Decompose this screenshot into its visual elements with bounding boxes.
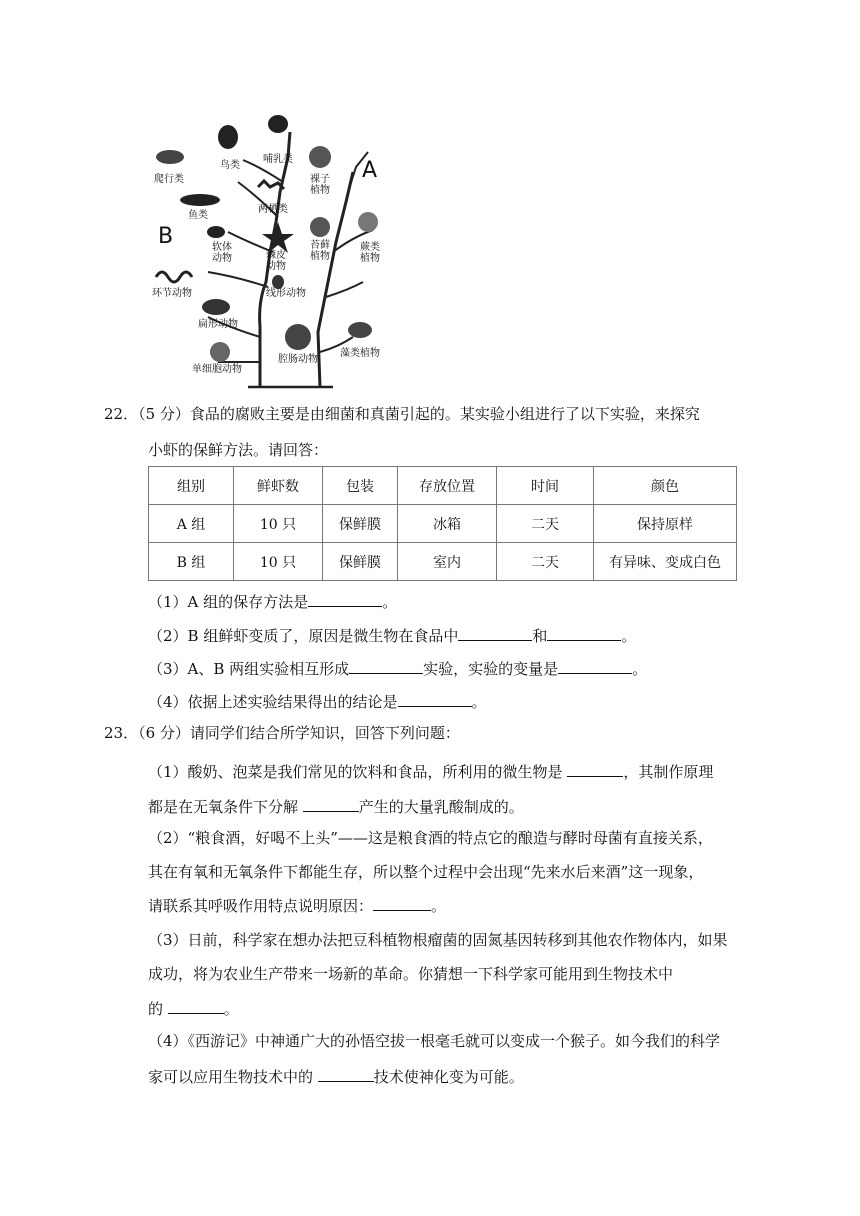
q22-sub3-text: （3）A、B 两组实验相互形成 — [148, 660, 350, 678]
answer-blank[interactable] — [558, 657, 632, 674]
table-cell: 冰箱 — [398, 505, 497, 543]
table-cell: 10 只 — [234, 543, 323, 581]
q23-s2-text3-end: 。 — [431, 897, 447, 915]
q23-s3-line2: 成功，将为农业生产带来一场新的革命。你猜想一下科学家可能用到生物技术中 — [148, 965, 674, 983]
experiment-table — [148, 466, 737, 581]
q22-sub4-text: （4）依据上述实验结果得出的结论是 — [148, 693, 398, 711]
q23-s2-line1: （2）“粮食酒，好喝不上头”——这是粮食酒的特点它的酿造与酵时母菌有直接关系， — [148, 829, 713, 847]
q22-sub2 — [148, 624, 636, 646]
q22-stem-line2: 小虾的保鲜方法。请回答： — [148, 441, 329, 459]
q22-sub2-end: 。 — [621, 627, 637, 645]
q22-sub2-text: （2）B 组鲜虾变质了，原因是微生物在食品中 — [148, 627, 459, 645]
table-cell: A 组 — [149, 505, 234, 543]
q23-s3-line3 — [148, 997, 239, 1019]
q23-s1-text-end: ，其制作原理 — [623, 763, 714, 781]
q23-s2-line2: 其在有氧和无氧条件下都能生存，所以整个过程中会出现“先来水后来酒”这一现象， — [148, 863, 704, 881]
q22-sub2-mid: 和 — [532, 627, 548, 645]
answer-blank[interactable] — [303, 795, 359, 812]
q23-s2-text3: 请联系其呼吸作用特点说明原因： — [148, 897, 374, 915]
answer-blank[interactable] — [458, 624, 532, 641]
label-nematodes: 线形动物 — [266, 288, 306, 299]
label-birds: 鸟类 — [220, 160, 240, 171]
q22-sub4 — [148, 690, 487, 712]
label-fish: 鱼类 — [188, 210, 208, 221]
table-header-cell: 组别 — [149, 467, 234, 505]
answer-blank[interactable] — [398, 690, 472, 707]
table-cell: 保鲜膜 — [323, 543, 398, 581]
answer-blank[interactable] — [547, 624, 621, 641]
table-cell: 保鲜膜 — [323, 505, 398, 543]
q23-s1-text2: 都是在无氧条件下分解 — [148, 798, 303, 816]
answer-blank[interactable] — [373, 894, 431, 911]
table-cell: 有异味、变成白色 — [594, 543, 737, 581]
table-header-row — [149, 467, 737, 505]
tree-letter-b: B — [158, 224, 174, 249]
q22-sub1-text: （1）A 组的保存方法是 — [148, 593, 309, 611]
q22-sub1 — [148, 590, 397, 612]
table-header-cell: 包装 — [323, 467, 398, 505]
table-row — [149, 543, 737, 581]
evolution-tree-figure — [148, 112, 408, 397]
q23-s4-line2 — [148, 1065, 524, 1087]
q23-s3-text3: 的 — [148, 1000, 168, 1018]
label-flatworms: 扁形动物 — [198, 319, 238, 330]
table-cell: 室内 — [398, 543, 497, 581]
table-cell: 二天 — [497, 543, 594, 581]
table-cell: B 组 — [149, 543, 234, 581]
table-row — [149, 505, 737, 543]
q23-s4-text2: 家可以应用生物技术中的 — [148, 1068, 318, 1086]
q23-s1-text2-end: 产生的大量乳酸制成的。 — [358, 798, 524, 816]
q23-s2-line3 — [148, 894, 446, 916]
q23-s4-text2-end: 技术使神化变为可能。 — [373, 1068, 524, 1086]
label-mollusks: 软体 动物 — [212, 242, 232, 264]
label-gymnosperms: 裸子 植物 — [310, 174, 330, 196]
q23-stem: 23．（6 分）请同学们结合所学知识，回答下列问题： — [104, 724, 460, 742]
label-coelenterates: 腔肠动物 — [278, 354, 318, 365]
q22-sub3 — [148, 657, 647, 679]
answer-blank[interactable] — [318, 1065, 374, 1082]
table-header-cell: 鲜虾数 — [234, 467, 323, 505]
q23-s1-line1 — [148, 760, 713, 782]
answer-blank[interactable] — [567, 760, 623, 777]
q22-sub1-end: 。 — [382, 593, 398, 611]
q23-s1-line2 — [148, 795, 524, 817]
table-cell: 保持原样 — [594, 505, 737, 543]
q22-stem-line1: 22．（5 分）食品的腐败主要是由细菌和真菌引起的。某实验小组进行了以下实验，来探究 — [104, 405, 700, 423]
q22-sub3-mid: 实验，实验的变量是 — [423, 660, 559, 678]
answer-blank[interactable] — [349, 657, 423, 674]
q22-sub4-end: 。 — [471, 693, 487, 711]
label-algae: 藻类植物 — [340, 348, 380, 359]
table-header-cell: 颜色 — [594, 467, 737, 505]
label-reptiles: 爬行类 — [154, 174, 184, 185]
answer-blank[interactable] — [168, 997, 224, 1014]
q23-s4-line1: （4）《西游记》中神通广大的孙悟空拔一根毫毛就可以变成一个猴子。如今我们的科学 — [148, 1032, 721, 1050]
q23-s3-line1: （3）日前，科学家在想办法把豆科植物根瘤菌的固氮基因转移到其他农作物体内，如果 — [148, 931, 728, 949]
q22-sub3-end: 。 — [632, 660, 648, 678]
label-echinoderms: 棘皮 动物 — [266, 250, 286, 272]
tree-letter-a: A — [362, 158, 378, 183]
q23-s1-text: （1）酸奶、泡菜是我们常见的饮料和食品，所利用的微生物是 — [148, 763, 568, 781]
table-cell: 10 只 — [234, 505, 323, 543]
label-ferns: 蕨类 植物 — [360, 242, 380, 264]
label-unicellular: 单细胞动物 — [192, 364, 242, 375]
label-bryophytes: 苔藓 植物 — [310, 240, 330, 262]
table-cell: 二天 — [497, 505, 594, 543]
label-mammals: 哺乳类 — [263, 154, 293, 165]
label-annelids: 环节动物 — [152, 288, 192, 299]
table-header-cell: 时间 — [497, 467, 594, 505]
table-header-cell: 存放位置 — [398, 467, 497, 505]
label-amphibians: 两栖类 — [258, 204, 288, 215]
q23-s3-text3-end: 。 — [223, 1000, 239, 1018]
answer-blank[interactable] — [308, 590, 382, 607]
